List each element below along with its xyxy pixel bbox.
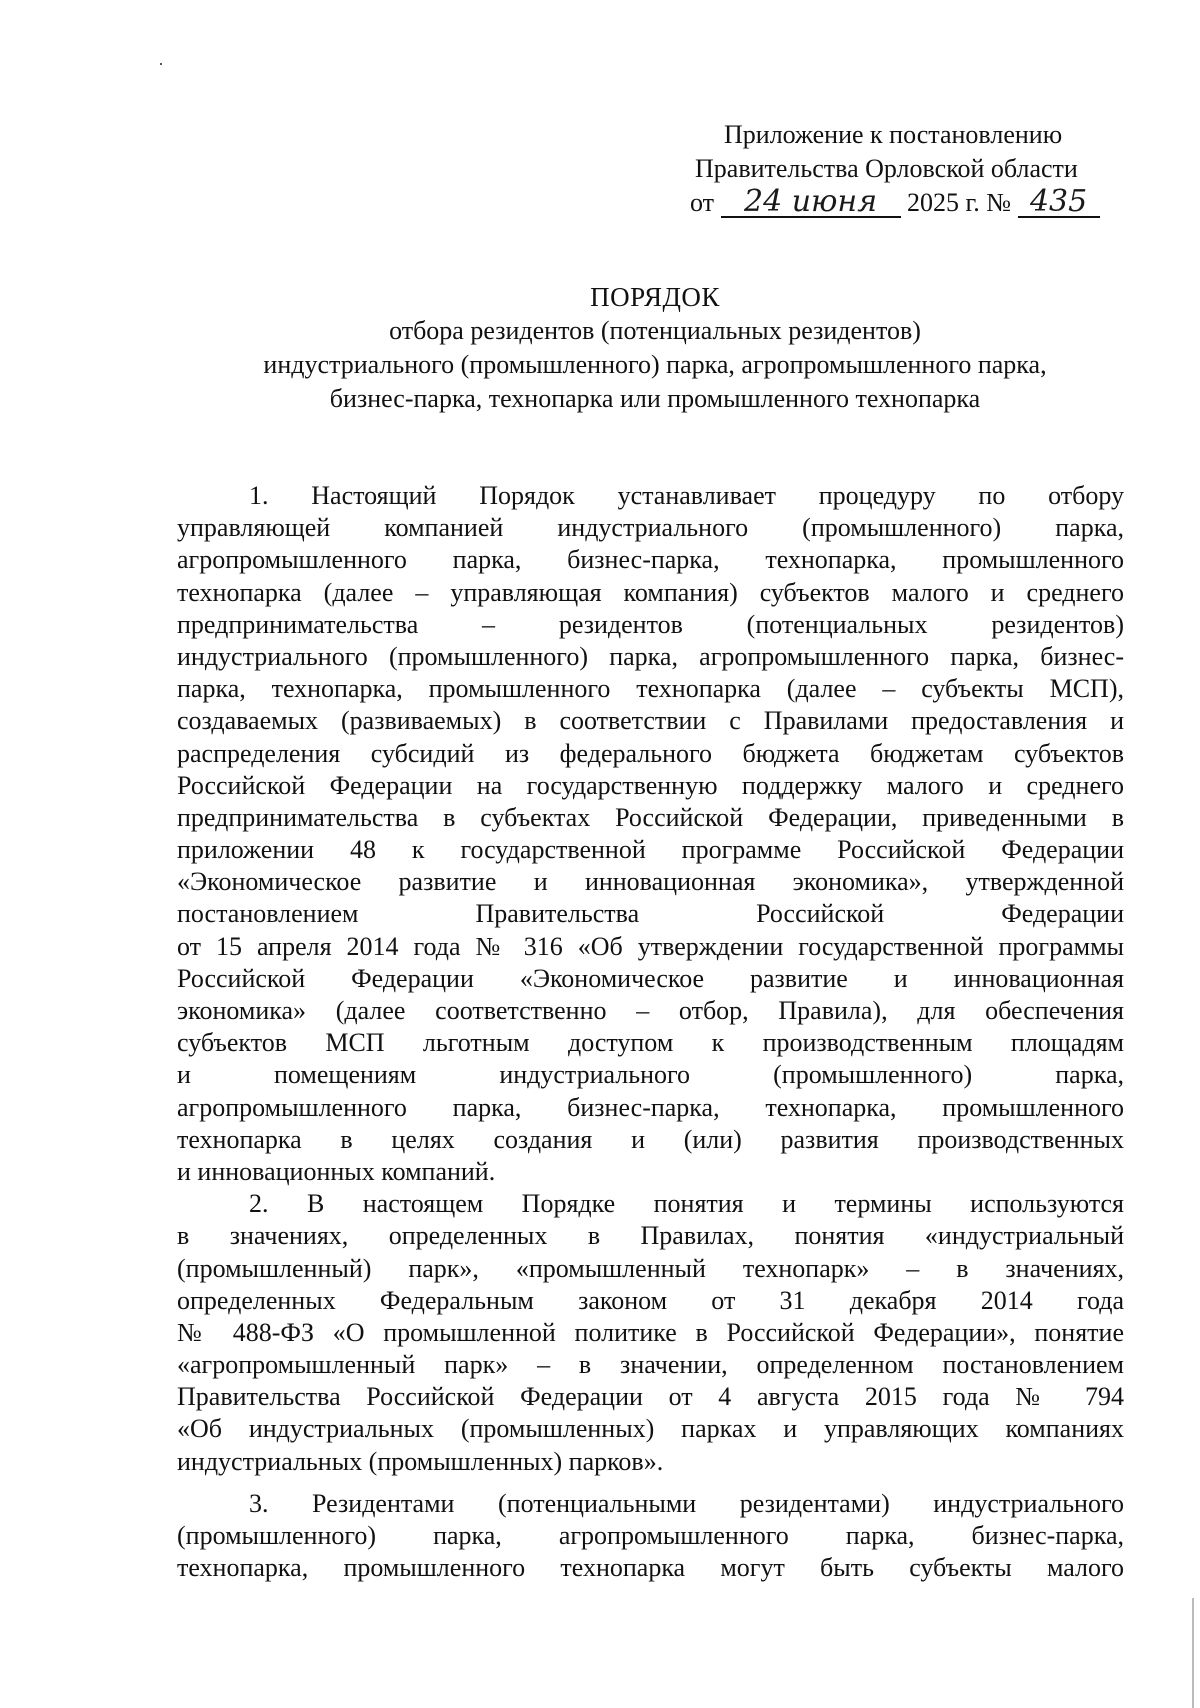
text-line: приложении 48 к государственной программе Российской Федерации — [177, 835, 1124, 865]
text-line: и инновационных компаний. — [177, 1156, 496, 1186]
paragraph-1 — [177, 480, 1124, 1188]
text-line: и помещениям индустриального (промышленного) парка, — [177, 1060, 1124, 1090]
text-line: в значениях, определенных в Правилах, понятия «индустриальный — [177, 1221, 1124, 1251]
text-line: 2. В настоящем Порядке понятия и термины используются — [249, 1189, 1124, 1219]
text-line: предпринимательства – резидентов (потенциальных резидентов) — [177, 609, 1124, 639]
text-line: предпринимательства в субъектах Российской Федерации, приведенными в — [177, 802, 1124, 832]
scan-speck — [160, 63, 162, 65]
text-line: технопарка в целях создания и (или) развития производственных — [177, 1124, 1124, 1154]
text-line: парка, технопарка, промышленного технопарка (далее – субъекты МСП), — [177, 674, 1124, 704]
text-line: агропромышленного парка, бизнес-парка, технопарка, промышленного — [177, 1092, 1124, 1122]
text-line: экономика» (далее соответственно – отбор, Правила), для обеспечения — [177, 996, 1124, 1025]
paragraph-gap — [177, 1478, 1124, 1488]
text-line: управляющей компанией индустриального (промышленного) парка, — [177, 513, 1124, 543]
appendix-header — [690, 118, 1120, 220]
text-line: (промышленный) парк», «промышленный технопарк» – в значениях, — [177, 1253, 1124, 1283]
text-line: Российской Федерации на государственную поддержку малого и среднего — [177, 770, 1124, 800]
year-number-label: 2025 г. № — [907, 188, 1012, 217]
text-line: технопарка, промышленного технопарка могут быть субъекты малого — [177, 1553, 1124, 1583]
text-line: 1. Настоящий Порядок устанавливает процедуру по отбору — [249, 481, 1124, 510]
text-line: индустриальных (промышленных) парков». — [177, 1446, 664, 1476]
appendix-date-line — [690, 186, 1120, 220]
text-line: от 15 апреля 2014 года № 316 «Об утверждении государственной программы — [177, 931, 1124, 961]
handwritten-number: 435 — [1018, 188, 1100, 218]
text-line: постановлением Правительства Российской Федерации — [177, 899, 1124, 929]
title-line: индустриального (промышленного) парка, агропромышленного парка, — [263, 350, 1047, 379]
title-heading: ПОРЯДОК — [590, 282, 720, 312]
document-title — [175, 280, 1135, 416]
text-line: субъектов МСП льготным доступом к производственным площадям — [177, 1028, 1124, 1058]
title-line: бизнес-парка, технопарка или промышленного технопарка — [329, 384, 981, 413]
text-line: «агропромышленный парк» – в значении, определенном постановлением — [177, 1350, 1124, 1380]
appendix-line-2: Правительства Орловской области — [695, 154, 1078, 183]
text-line: создаваемых (развиваемых) в соответствии с Правилами предоставления и — [177, 706, 1124, 736]
date-prefix: от — [690, 188, 715, 217]
text-line: «Экономическое развитие и инновационная экономика», утвержденной — [177, 867, 1124, 897]
paragraph-3 — [177, 1488, 1124, 1585]
paragraph-2 — [177, 1188, 1124, 1478]
text-line: технопарка (далее – управляющая компания) субъектов малого и среднего — [177, 577, 1124, 607]
text-line: определенных Федеральным законом от 31 декабря 2014 года — [177, 1285, 1124, 1315]
text-line: Правительства Российской Федерации от 4 августа 2015 года № 794 — [177, 1382, 1124, 1412]
appendix-line-1: Приложение к постановлению — [724, 120, 1063, 149]
text-line: «Об индустриальных (промышленных) парках и управляющих компаниях — [177, 1414, 1124, 1444]
text-line: № 488-ФЗ «О промышленной политике в Российской Федерации», понятие — [177, 1317, 1124, 1347]
scan-edge-mark — [1192, 1598, 1194, 1708]
title-line: отбора резидентов (потенциальных резидентов) — [389, 316, 921, 345]
text-line: распределения субсидий из федерального бюджета бюджетам субъектов — [177, 738, 1124, 768]
text-line: Российской Федерации «Экономическое развитие и инновационная — [177, 963, 1124, 993]
text-line: агропромышленного парка, бизнес-парка, технопарка, промышленного — [177, 545, 1124, 575]
text-line: (промышленного) парка, агропромышленного парка, бизнес-парка, — [177, 1521, 1124, 1550]
text-line: 3. Резидентами (потенциальными резидентами) индустриального — [249, 1488, 1124, 1518]
text-line: индустриального (промышленного) парка, агропромышленного парка, бизнес- — [177, 641, 1124, 671]
handwritten-date: 24 июня — [721, 188, 901, 218]
document-body — [177, 480, 1124, 1584]
